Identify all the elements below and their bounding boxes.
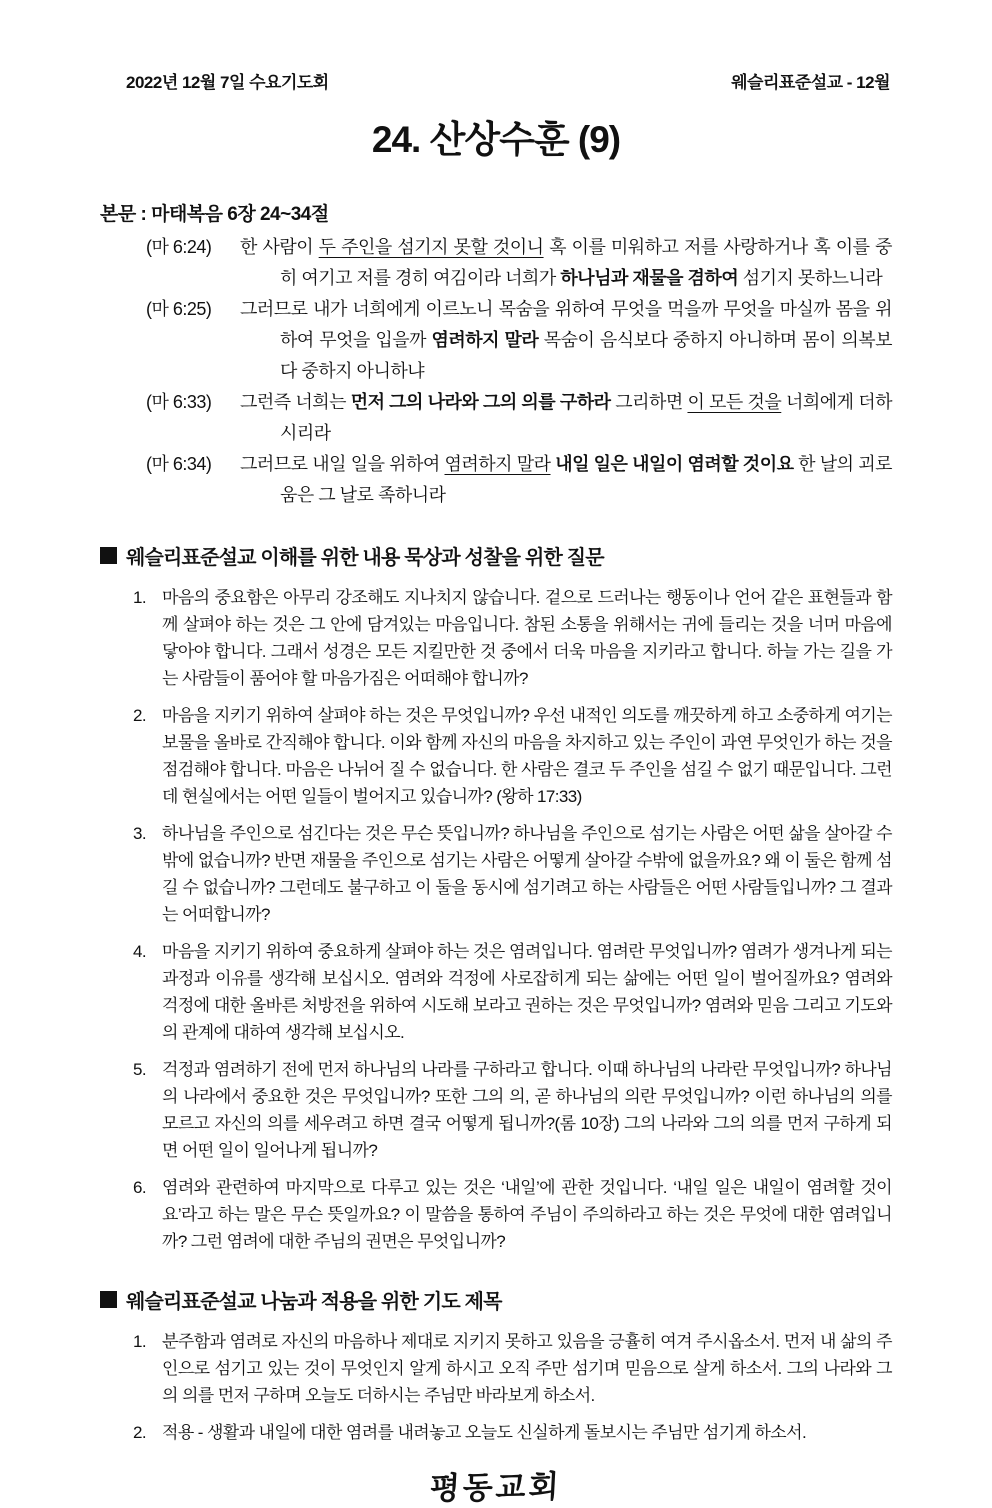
- verse-segment: 너희에게 더하시리라: [280, 392, 892, 443]
- sections-container: [100, 541, 892, 1446]
- section-item-list: [100, 1328, 892, 1446]
- verse-segment: 그리하면: [610, 392, 688, 412]
- list-item-number: 1.: [133, 588, 146, 607]
- verse-segment: 염려하지 말라: [431, 330, 539, 350]
- page-header: [100, 68, 892, 93]
- list-item: [133, 1056, 892, 1164]
- verse-segment: 하나님과 재물을 겸하여: [560, 268, 739, 288]
- list-item-number: 4.: [133, 942, 146, 961]
- list-item-text: 분주함과 염려로 자신의 마음하나 제대로 지키지 못하고 있음을 긍휼히 여겨 주시옵소서. 먼저 내 삶의 주인으로 섬기고 있는 것이 무엇인지 알게 하시고 오직 주만 섬기며 믿음으로 살게 하소서. 그의 나라와 그의 의를 먼저 구하며 오늘도 더하시는 주님만 바라보게 하소서.: [162, 1332, 892, 1405]
- list-item: [133, 1328, 892, 1409]
- verse-segment: 혹 이를 미워하고 저를 사랑하거나 혹 이를 중히 여기고 저를 경히 여김이라 너희가: [280, 237, 892, 288]
- church-signature: 평동교회: [429, 1468, 563, 1507]
- list-item-number: 2.: [133, 706, 146, 725]
- section-heading: [100, 541, 892, 570]
- verse-segment: 목숨이 음식보다 중하지 아니하며 몸이 의복보다 중하지 아니하냐: [280, 330, 892, 381]
- verse-text: [240, 232, 892, 294]
- verse-text: [240, 387, 892, 449]
- page-footer: [100, 1462, 892, 1507]
- scripture-block: [100, 232, 892, 511]
- header-date: 2022년 12월 7일 수요기도회: [126, 73, 329, 92]
- list-item-text: 걱정과 염려하기 전에 먼저 하나님의 나라를 구하라고 합니다. 이때 하나님의 나라란 무엇입니까? 하나님의 나라에서 중요한 것은 무엇입니까? 또한 그의 의, 곧 하나님의 의란 무엇입니까? 이런 하나님의 의를 모르고 자신의 의를 세우려고 하면 결국 어떻게 됩니까?(롬 10장) 그의 나라와 그의 의를 먼저 구하게 되면 어떤 일이 일어나게 됩니까?: [162, 1060, 892, 1160]
- verse-segment: 그러므로 내가 너희에게 이르노니 목숨을 위하여 무엇을 먹을까 무엇을 마실까 몸을 위하여 무엇을 입을까: [240, 299, 892, 350]
- verse-ref: (마 6:34): [146, 454, 212, 474]
- list-item-text: 마음을 지키기 위하여 살펴야 하는 것은 무엇입니까? 우선 내적인 의도를 깨끗하게 하고 소중하게 여기는 보물을 올바로 간직해야 합니다. 이와 함께 자신의 마음을 차지하고 있는 주인이 과연 무엇인가 하는 것을 점검해야 합니다. 마음은 나뉘어 질 수 없습니다. 한 사람은 결코 두 주인을 섬길 수 없기 때문입니다. 그런데 현실에서는 어떤 일들이 벌어지고 있습니까? (왕하 17:33): [162, 706, 892, 806]
- list-item-number: 5.: [133, 1060, 146, 1079]
- section-heading: [100, 1285, 892, 1314]
- list-item-number: 6.: [133, 1178, 146, 1197]
- passage-label: 본문 : 마태복음 6장 24~34절: [100, 204, 329, 225]
- list-item: [133, 820, 892, 928]
- list-item-text: 하나님을 주인으로 섬긴다는 것은 무슨 뜻입니까? 하나님을 주인으로 섬기는 사람은 어떤 삶을 살아갈 수 밖에 없습니까? 반면 재물을 주인으로 섬기는 사람은 어떻게 살아갈 수밖에 없을까요? 왜 이 둘은 함께 섬길 수 없습니까? 그런데도 불구하고 이 둘을 동시에 섬기려고 하는 사람들은 어떤 사람들입니까? 그 결과는 어떠합니까?: [162, 824, 892, 924]
- verse-row: [146, 232, 892, 294]
- verse-text: [240, 294, 892, 387]
- section-bullet-icon: [100, 1291, 117, 1308]
- list-item-number: 2.: [133, 1423, 146, 1442]
- verse-segment: 한 사람이: [240, 237, 319, 257]
- verse-row: [146, 387, 892, 449]
- verse-segment: 염려하지 말라: [444, 454, 551, 474]
- list-item: [133, 584, 892, 692]
- list-item-number: 3.: [133, 824, 146, 843]
- verse-segment: 그런즉 너희는: [240, 392, 351, 412]
- list-item: [133, 1174, 892, 1255]
- verse-segment: 섬기지 못하느니라: [738, 268, 883, 288]
- verse-text: [240, 449, 892, 511]
- page-title: 24. 산상수훈 (9): [371, 119, 621, 160]
- verse-ref: (마 6:33): [146, 392, 212, 412]
- section-heading-label: 웨슬리표준설교 이해를 위한 내용 묵상과 성찰을 위한 질문: [126, 547, 604, 569]
- verse-segment: 두 주인을 섬기지 못할 것이니: [318, 237, 544, 257]
- section-bullet-icon: [100, 547, 117, 564]
- verse-segment: 그러므로 내일 일을 위하여: [240, 454, 445, 474]
- verse-ref: (마 6:25): [146, 299, 212, 319]
- section-heading-label: 웨슬리표준설교 나눔과 적용을 위한 기도 제목: [126, 1291, 502, 1313]
- list-item-text: 마음을 지키기 위하여 중요하게 살펴야 하는 것은 염려입니다. 염려란 무엇입니까? 염려가 생겨나게 되는 과정과 이유를 생각해 보십시오. 염려와 걱정에 사로잡히게 되는 삶에는 어떤 일이 벌어질까요? 염려와 걱정에 대한 올바른 처방전을 위하여 시도해 보라고 권하는 것은 무엇입니까? 염려와 믿음 그리고 기도와의 관계에 대하여 생각해 보십시오.: [162, 942, 892, 1042]
- verse-segment: 이 모든 것을: [687, 392, 782, 412]
- list-item-number: 1.: [133, 1332, 146, 1351]
- verse-segment: 한 날의 괴로움은 그 날로 족하니라: [280, 454, 892, 505]
- list-item-text: 염려와 관련하여 마지막으로 다루고 있는 것은 ‘내일’에 관한 것입니다. ‘내일 일은 내일이 염려할 것이요’라고 하는 말은 무슨 뜻일까요? 이 말씀을 통하여 주님이 주의하라고 하는 것은 무엇에 대한 염려입니까? 그런 염려에 대한 주님의 권면은 무엇입니까?: [162, 1178, 892, 1251]
- section-item-list: [100, 584, 892, 1255]
- verse-row: [146, 294, 892, 387]
- list-item-text: 적용 - 생활과 내일에 대한 염려를 내려놓고 오늘도 신실하게 돌보시는 주님만 섬기게 하소서.: [162, 1423, 807, 1442]
- list-item: [133, 702, 892, 810]
- verse-ref: (마 6:24): [146, 237, 212, 257]
- verse-segment: 먼저 그의 나라와 그의 의를 구하라: [350, 392, 611, 412]
- list-item: [133, 1419, 892, 1446]
- verse-segment: 내일 일은 내일이 염려할 것이요: [555, 454, 794, 474]
- verse-row: [146, 449, 892, 511]
- list-item-text: 마음의 중요함은 아무리 강조해도 지나치지 않습니다. 겉으로 드러나는 행동이나 언어 같은 표현들과 함께 살펴야 하는 것은 그 안에 담겨있는 마음입니다. 참된 소통을 위해서는 귀에 들리는 것을 너머 마음에 닿아야 합니다. 그래서 성경은 모든 지킬만한 것 중에서 더욱 마음을 지키라고 합니다. 하늘 가는 길을 가는 사람들이 품어야 할 마음가짐은 어떠해야 합니까?: [162, 588, 892, 688]
- header-series-label: 웨슬리표준설교 - 12월: [731, 73, 890, 92]
- list-item: [133, 938, 892, 1046]
